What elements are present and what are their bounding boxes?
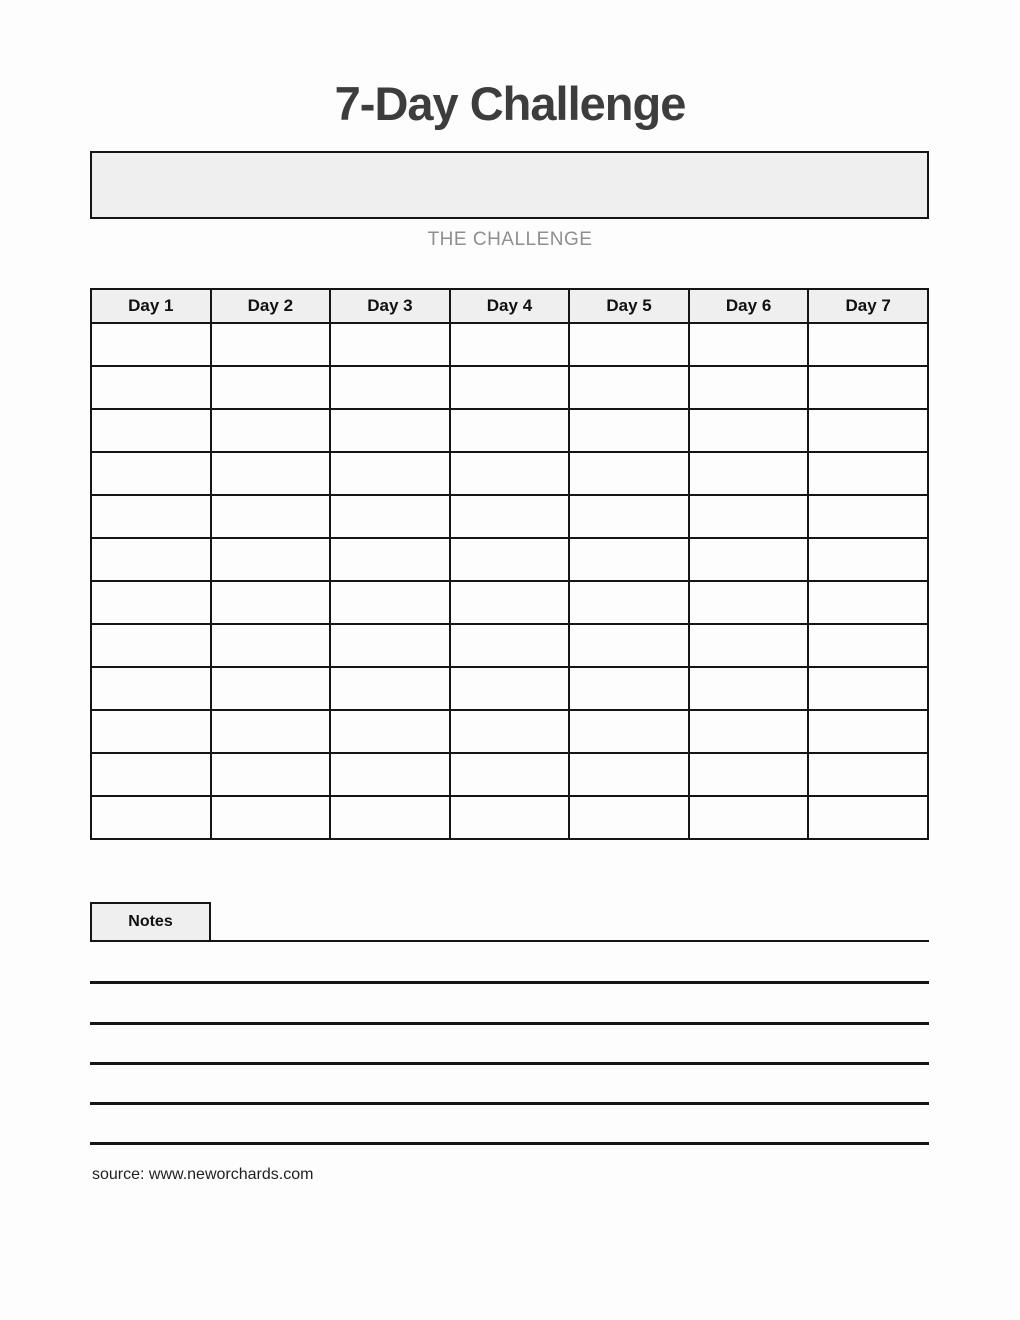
empty-day-cell (330, 710, 450, 753)
table-row (91, 409, 928, 452)
empty-day-cell (330, 581, 450, 624)
empty-day-cell (211, 753, 331, 796)
empty-day-cell (330, 667, 450, 710)
empty-day-cell (330, 409, 450, 452)
empty-day-cell (211, 452, 331, 495)
empty-day-cell (450, 409, 570, 452)
day-header-1: Day 1 (91, 289, 211, 323)
day-header-7: Day 7 (808, 289, 928, 323)
empty-day-cell (330, 452, 450, 495)
empty-day-cell (450, 323, 570, 366)
empty-day-cell (689, 323, 809, 366)
table-row (91, 452, 928, 495)
empty-day-cell (808, 366, 928, 409)
empty-day-cell (330, 753, 450, 796)
empty-day-cell (211, 366, 331, 409)
empty-day-cell (689, 796, 809, 839)
empty-day-cell (330, 366, 450, 409)
empty-day-cell (569, 667, 689, 710)
empty-day-cell (569, 495, 689, 538)
empty-day-cell (450, 581, 570, 624)
empty-day-cell (91, 409, 211, 452)
empty-day-cell (689, 452, 809, 495)
challenge-write-in-box (90, 151, 929, 219)
empty-day-cell (808, 409, 928, 452)
day-header-row (91, 289, 928, 323)
empty-day-cell (569, 624, 689, 667)
empty-day-cell (689, 710, 809, 753)
empty-day-cell (689, 495, 809, 538)
empty-day-cell (569, 581, 689, 624)
empty-day-cell (689, 624, 809, 667)
table-row (91, 667, 928, 710)
day-header-6: Day 6 (689, 289, 809, 323)
empty-day-cell (689, 538, 809, 581)
empty-day-cell (211, 495, 331, 538)
empty-day-cell (808, 753, 928, 796)
table-row (91, 323, 928, 366)
empty-day-cell (211, 667, 331, 710)
empty-day-cell (211, 581, 331, 624)
notes-ruled-line-5 (90, 1142, 929, 1145)
day-header-4: Day 4 (450, 289, 570, 323)
empty-day-cell (808, 495, 928, 538)
empty-day-cell (91, 581, 211, 624)
empty-day-cell (808, 624, 928, 667)
notes-ruled-line-4 (90, 1102, 929, 1105)
empty-day-cell (689, 753, 809, 796)
empty-day-cell (330, 624, 450, 667)
empty-day-cell (330, 323, 450, 366)
day-header-5: Day 5 (569, 289, 689, 323)
seven-day-table (90, 288, 929, 840)
empty-day-cell (91, 710, 211, 753)
empty-day-cell (808, 796, 928, 839)
empty-day-cell (91, 538, 211, 581)
empty-day-cell (91, 624, 211, 667)
notes-ruled-line-3 (90, 1062, 929, 1065)
table-row (91, 538, 928, 581)
empty-day-cell (91, 366, 211, 409)
notes-ruled-line-2 (90, 1022, 929, 1025)
empty-day-cell (211, 323, 331, 366)
empty-day-cell (91, 753, 211, 796)
empty-day-cell (450, 452, 570, 495)
notes-ruled-line-1 (90, 981, 929, 984)
empty-day-cell (569, 753, 689, 796)
empty-day-cell (91, 323, 211, 366)
empty-day-cell (569, 323, 689, 366)
empty-day-cell (808, 323, 928, 366)
table-row (91, 796, 928, 839)
empty-day-cell (91, 796, 211, 839)
empty-day-cell (808, 667, 928, 710)
empty-day-cell (91, 495, 211, 538)
empty-day-cell (808, 710, 928, 753)
notes-label: Notes (128, 913, 173, 930)
empty-day-cell (211, 538, 331, 581)
empty-day-cell (808, 581, 928, 624)
empty-day-cell (689, 667, 809, 710)
table-row (91, 710, 928, 753)
empty-day-cell (450, 710, 570, 753)
empty-day-cell (569, 710, 689, 753)
empty-day-cell (569, 538, 689, 581)
challenge-section-label: THE CHALLENGE (427, 229, 593, 250)
empty-day-cell (569, 409, 689, 452)
notes-box (90, 902, 211, 942)
empty-day-cell (211, 624, 331, 667)
empty-day-cell (450, 538, 570, 581)
empty-day-cell (450, 624, 570, 667)
page-title: 7-Day Challenge (334, 77, 686, 130)
empty-day-cell (330, 538, 450, 581)
empty-day-cell (569, 366, 689, 409)
empty-day-cell (450, 366, 570, 409)
empty-day-cell (330, 796, 450, 839)
empty-day-cell (569, 452, 689, 495)
day-table-body (91, 323, 928, 839)
empty-day-cell (91, 667, 211, 710)
empty-day-cell (689, 409, 809, 452)
day-header-3: Day 3 (330, 289, 450, 323)
empty-day-cell (450, 753, 570, 796)
table-row (91, 581, 928, 624)
empty-day-cell (450, 667, 570, 710)
empty-day-cell (808, 538, 928, 581)
table-row (91, 495, 928, 538)
empty-day-cell (450, 796, 570, 839)
notes-header-rule (90, 940, 929, 942)
table-row (91, 366, 928, 409)
empty-day-cell (569, 796, 689, 839)
table-row (91, 753, 928, 796)
empty-day-cell (330, 495, 450, 538)
empty-day-cell (450, 495, 570, 538)
table-row (91, 624, 928, 667)
day-header-2: Day 2 (211, 289, 331, 323)
empty-day-cell (689, 581, 809, 624)
empty-day-cell (211, 710, 331, 753)
empty-day-cell (689, 366, 809, 409)
empty-day-cell (91, 452, 211, 495)
empty-day-cell (211, 796, 331, 839)
source-attribution: source: www.neworchards.com (92, 1166, 314, 1183)
empty-day-cell (808, 452, 928, 495)
empty-day-cell (211, 409, 331, 452)
